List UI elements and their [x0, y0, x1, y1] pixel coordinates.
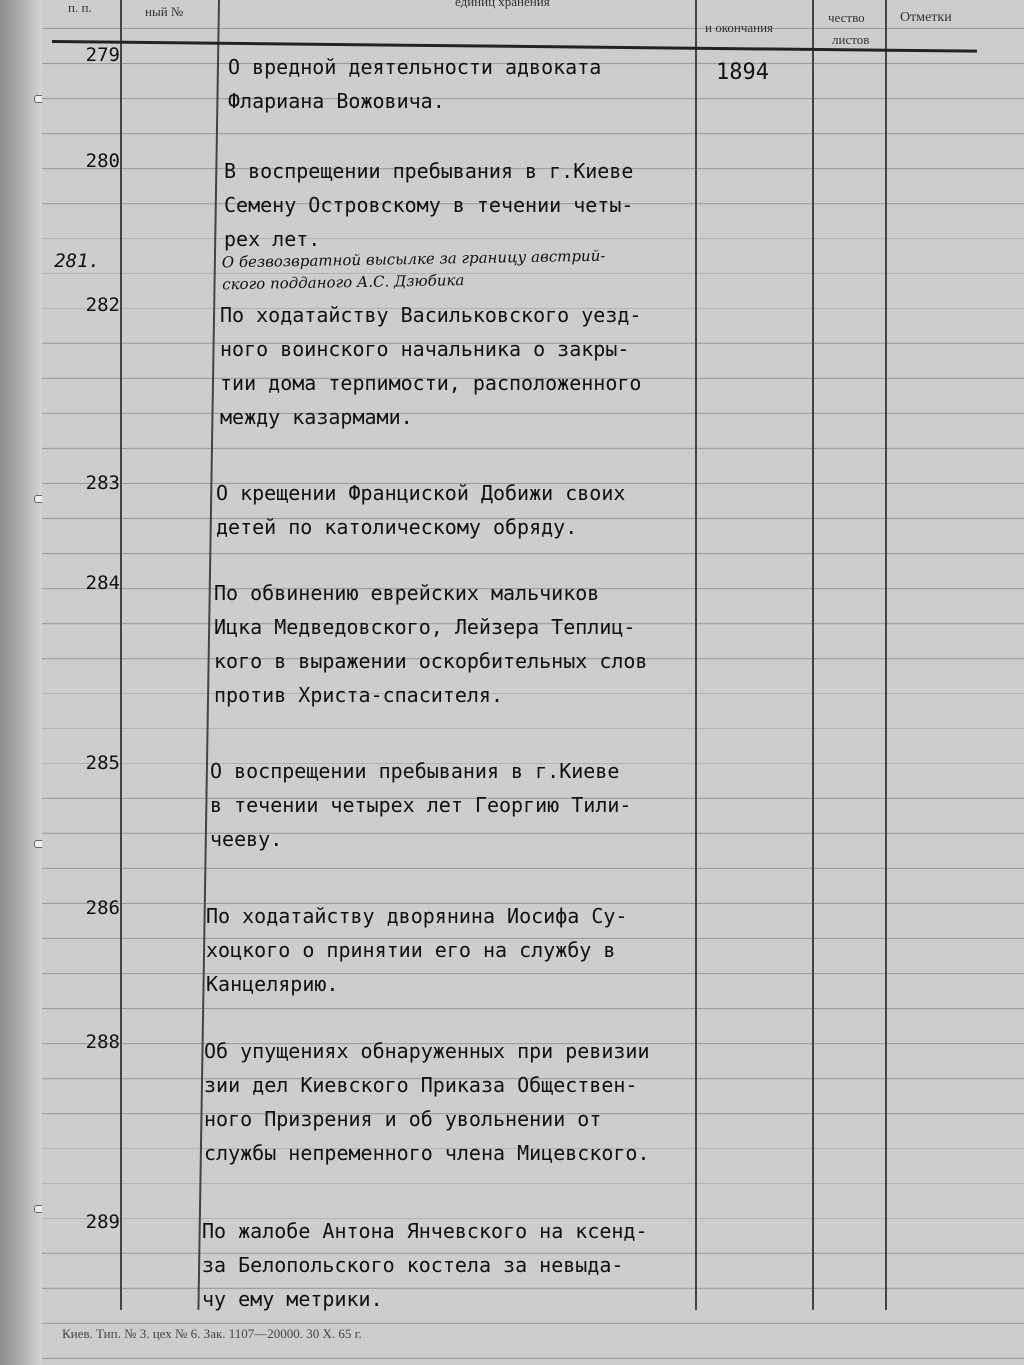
entry-number: 283 [85, 472, 120, 494]
entry-number: 279 [85, 44, 120, 66]
header-old-num: ный № [145, 4, 184, 19]
entry-title-handwritten: О безвозвратной высылке за границу австрий- ского подданого А.С. Дзюбика [221, 246, 606, 294]
entry-title: По жалобе Антона Янчевского на ксенд- за Белопольского костела за невыда- чу ему метрики. [202, 1219, 648, 1311]
entry-title: По ходатайству Васильковского уезд- ного воинского начальника о закры- тии дома терпимости, расположенного между казармами. [220, 303, 642, 429]
entry-number: 288 [85, 1031, 120, 1053]
header-num: п. п. [68, 0, 92, 15]
printer-imprint: Киев. Тип. № 3. цех № 6. Зак. 1107—20000. 30 X. 65 г. [62, 1326, 362, 1341]
header-title: единиц хранения [455, 0, 550, 9]
entry-title: О воспрещении пребывания в г.Киеве в течении четырех лет Георгию Тили- чееву. [210, 759, 632, 851]
entry-number: 286 [85, 897, 120, 919]
header-notes: Отметки [900, 10, 952, 25]
entry-title: По ходатайству дворянина Иосифа Су- хоцкого о принятии его на службу в Канцелярию. [206, 904, 628, 996]
entry-number: 289 [85, 1211, 120, 1233]
column-divider [812, 0, 814, 1310]
entry-title: По обвинению еврейских мальчиков Ицка Медведовского, Лейзера Теплиц- кого в выражении оскорбительных слов против Христа-спасителя. [214, 581, 648, 707]
entry-title: В воспрещении пребывания в г.Киеве Семену Островскому в течении четы- рех лет. [224, 159, 634, 251]
column-divider [885, 0, 887, 1310]
column-divider [695, 0, 697, 1310]
column-divider [120, 0, 122, 1310]
entry-number: 281. [54, 250, 100, 272]
entry-number: 285 [85, 752, 120, 774]
entry-number: 280 [85, 150, 120, 172]
binding-margin [0, 0, 44, 1365]
entry-number: 284 [85, 572, 120, 594]
entry-title: Об упущениях обнаруженных при ревизии зии дел Киевского Приказа Обществен- ного Призрения и об увольнении от службы непременного члена Мицевского. [204, 1039, 650, 1165]
header-dates: и окончания [705, 20, 774, 35]
entry-number: 282 [85, 294, 120, 316]
entry-title: О вредной деятельности адвоката Флариана Вожовича. [228, 55, 602, 113]
entry-title: О крещении Францискoй Добижи своих детей по католическому обряду. [216, 481, 626, 539]
entry-date: 1894 [716, 60, 769, 85]
header-sheets: листов [832, 32, 870, 47]
header-sheets: чество [828, 10, 865, 25]
